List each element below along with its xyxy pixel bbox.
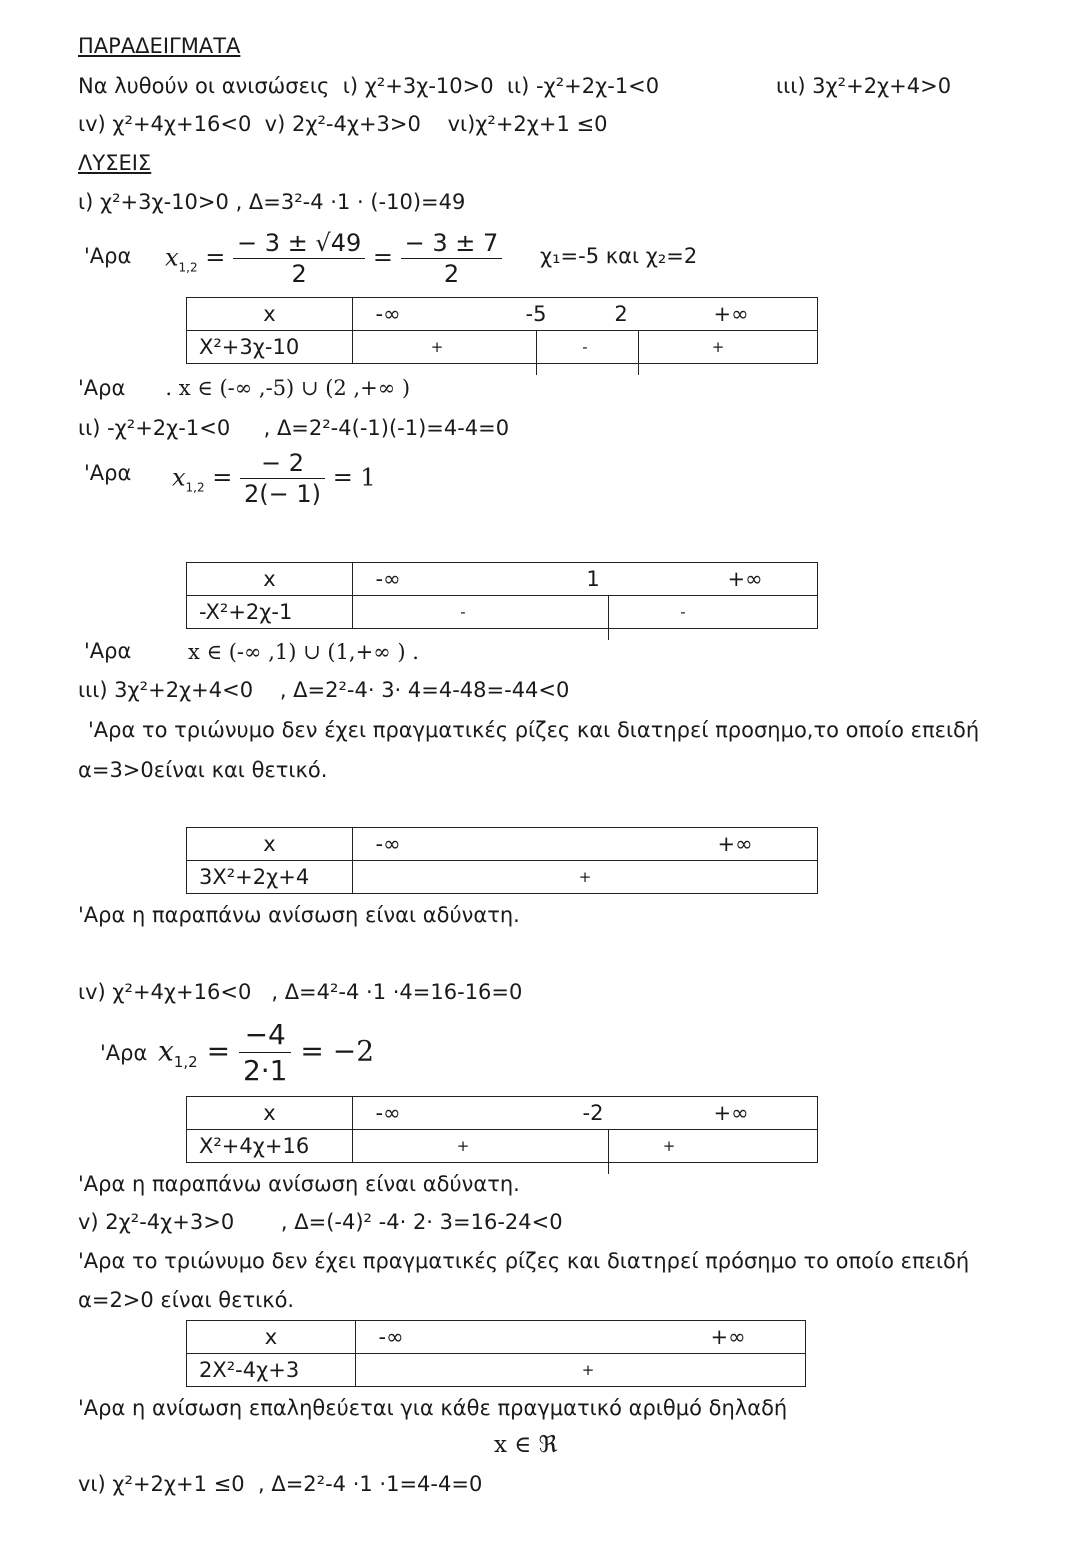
s6-delta: , Δ=2²-4 ·1 ·1=4-4=0	[258, 1472, 483, 1496]
s5-set: x ∈ ℜ	[494, 1432, 558, 1458]
s2-col-x: x	[263, 567, 276, 591]
s4-sign-2: +	[662, 1137, 676, 1155]
s2-frac-num: − 2	[240, 448, 325, 479]
s3-equation-line	[78, 680, 569, 701]
s1-root-1: -5	[525, 302, 547, 326]
s3-equation: ιιι) 3χ²+2χ+4<0	[78, 678, 254, 702]
s4-expression: X²+4χ+16	[199, 1134, 310, 1158]
s2-sign-table	[186, 562, 818, 629]
s5-text-2: α=2>0 είναι θετικό.	[78, 1288, 295, 1312]
s1-fraction-1	[233, 228, 365, 289]
intro-line-1	[78, 76, 659, 97]
s1-neg-inf: -∞	[375, 302, 401, 326]
s4-frac-den: 2·1	[242, 1054, 288, 1087]
s2-equation-line	[78, 418, 509, 439]
problem-v: v) 2χ²-4χ+3>0	[264, 112, 421, 136]
s3-result: 'Αρα η παραπάνω ανίσωση είναι αδύνατη.	[78, 903, 520, 927]
s3-text-1: 'Αρα το τριώνυμο δεν έχει πραγματικές ρίζες και διατηρεί προσημο,το οποίο επειδή	[88, 718, 980, 742]
s3-neg-inf: -∞	[375, 832, 401, 856]
s3-text-2: α=3>0είναι και θετικό.	[78, 758, 328, 782]
s4-root: -2	[582, 1101, 604, 1125]
s2-delta: , Δ=2²-4(-1)(-1)=4-4=0	[263, 416, 510, 440]
s6-equation: vι) χ²+2χ+1 ≤0	[78, 1472, 245, 1496]
s4-sign-table	[186, 1096, 818, 1163]
s2-divider	[608, 596, 609, 640]
s4-sign-1: +	[456, 1137, 470, 1155]
s5-sign-1: +	[581, 1361, 595, 1379]
problem-ii: ιι) -χ²+2χ-1<0	[506, 74, 660, 98]
s1-ara: 'Αρα	[84, 244, 132, 268]
s2-expression: -X²+2χ-1	[199, 600, 293, 624]
s1-col-x: x	[263, 302, 276, 326]
s4-eq-result: = −2	[300, 1034, 375, 1068]
s1-roots: χ₁=-5 και χ₂=2	[540, 244, 698, 268]
s2-fraction	[240, 448, 325, 509]
problem-i: ι) χ²+3χ-10>0	[342, 74, 494, 98]
s1-root-2: 2	[614, 302, 628, 326]
problem-vi: vι)χ²+2χ+1 ≤0	[447, 112, 608, 136]
s2-root: 1	[586, 567, 600, 591]
s1-pos-inf: +∞	[713, 302, 749, 326]
problem-iv: ιv) χ²+4χ+16<0	[78, 112, 252, 136]
s5-expression: 2X²-4χ+3	[199, 1358, 300, 1382]
page-title: ΠΑΡΑΔΕΙΓΜΑΤΑ	[78, 34, 241, 58]
s1-equation-line	[78, 192, 465, 213]
s4-result: 'Αρα η παραπάνω ανίσωση είναι αδύνατη.	[78, 1172, 520, 1196]
s2-sign-1: -	[460, 603, 466, 621]
s1-result: . x ∈ (-∞ ,-5) ∪ (2 ,+∞ )	[165, 376, 411, 400]
problem-iii: ιιι) 3χ²+2χ+4>0	[776, 74, 952, 98]
s1-sign-table	[186, 297, 818, 364]
s2-pos-inf: +∞	[727, 567, 763, 591]
s3-sign-table	[186, 827, 818, 894]
s1-ara-2: 'Αρα	[78, 376, 126, 400]
s2-frac-den: 2(− 1)	[244, 480, 322, 508]
s3-sign-1: +	[578, 868, 592, 886]
s2-ara: 'Αρα	[84, 461, 132, 485]
s1-frac1-den: 2	[291, 260, 307, 288]
s4-equation-line	[78, 982, 522, 1003]
s1-roots-formula: $x_{1,2}$ = $\frac{- 3 \pm √49}{2}$ = $\frac{- 3 \pm 7}{2}$	[165, 228, 502, 289]
s1-sign-2: -	[582, 338, 588, 356]
s1-fraction-2	[401, 228, 503, 289]
intro-prefix: Να λυθούν οι ανισώσεις	[78, 74, 330, 98]
s3-pos-inf: +∞	[717, 832, 753, 856]
s1-x-symbol: x	[165, 243, 179, 272]
s1-expression: X²+3χ-10	[199, 335, 300, 359]
s4-neg-inf: -∞	[375, 1101, 401, 1125]
s4-col-x: x	[263, 1101, 276, 1125]
s2-equation: ιι) -χ²+2χ-1<0	[78, 416, 231, 440]
s2-neg-inf: -∞	[375, 567, 401, 591]
s1-divider-1	[536, 331, 537, 375]
s1-frac1-num: − 3 ± √49	[233, 228, 365, 259]
s4-fraction	[239, 1017, 292, 1088]
s5-delta: , Δ=(-4)² -4· 2· 3=16-24<0	[280, 1210, 563, 1234]
s1-sign-1: +	[430, 338, 444, 356]
solutions-title: ΛΥΣΕΙΣ	[78, 151, 152, 175]
s2-eq-result: = 1	[332, 463, 376, 492]
s4-equation: ιv) χ²+4χ+16<0	[78, 980, 252, 1004]
s3-delta: , Δ=2²-4· 3· 4=4-48=-44<0	[279, 678, 570, 702]
s1-equation: ι) χ²+3χ-10>0	[78, 190, 229, 214]
s4-ara: 'Αρα	[100, 1041, 148, 1065]
s5-pos-inf: +∞	[710, 1325, 746, 1349]
s4-delta: , Δ=4²-4 ·1 ·4=16-16=0	[271, 980, 523, 1004]
s5-neg-inf: -∞	[378, 1325, 404, 1349]
s1-sign-3: +	[711, 338, 725, 356]
s4-pos-inf: +∞	[713, 1101, 749, 1125]
s5-equation: v) 2χ²-4χ+3>0	[78, 1210, 235, 1234]
intro-line-2	[78, 114, 608, 135]
s2-sign-2: -	[680, 603, 686, 621]
s1-frac2-num: − 3 ± 7	[401, 228, 503, 259]
s1-delta: , Δ=3²-4 ·1 · (-10)=49	[235, 190, 466, 214]
s2-roots-formula: $x_{1,2}$ = $\frac{- 2}{2(- 1)}$ = 1	[172, 449, 376, 508]
s1-result-line	[78, 378, 410, 399]
s6-equation-line	[78, 1474, 482, 1495]
s5-col-x: x	[264, 1325, 278, 1349]
s3-expression: 3X²+2χ+4	[199, 865, 310, 889]
s2-result: x ∈ (-∞ ,1) ∪ (1,+∞ ) .	[188, 640, 419, 664]
s4-divider	[608, 1130, 609, 1174]
s4-roots-formula: $x_{1,2}$ = $\frac{-4}{2\cdot 1}$ = −2	[158, 1018, 375, 1087]
s4-frac-num: −4	[239, 1017, 292, 1053]
s5-sign-table	[186, 1320, 806, 1387]
s1-frac2-den: 2	[443, 260, 460, 288]
s2-ara-2: 'Αρα	[84, 639, 132, 663]
s3-col-x: x	[263, 832, 276, 856]
s5-text-1: 'Αρα το τριώνυμο δεν έχει πραγματικές ρίζες και διατηρεί πρόσημο το οποίο επειδή	[78, 1249, 970, 1273]
s5-result: 'Αρα η ανίσωση επαληθεύεται για κάθε πραγματικό αριθμό δηλαδή	[78, 1396, 788, 1420]
s5-equation-line	[78, 1212, 563, 1233]
s1-divider-2	[638, 331, 639, 375]
